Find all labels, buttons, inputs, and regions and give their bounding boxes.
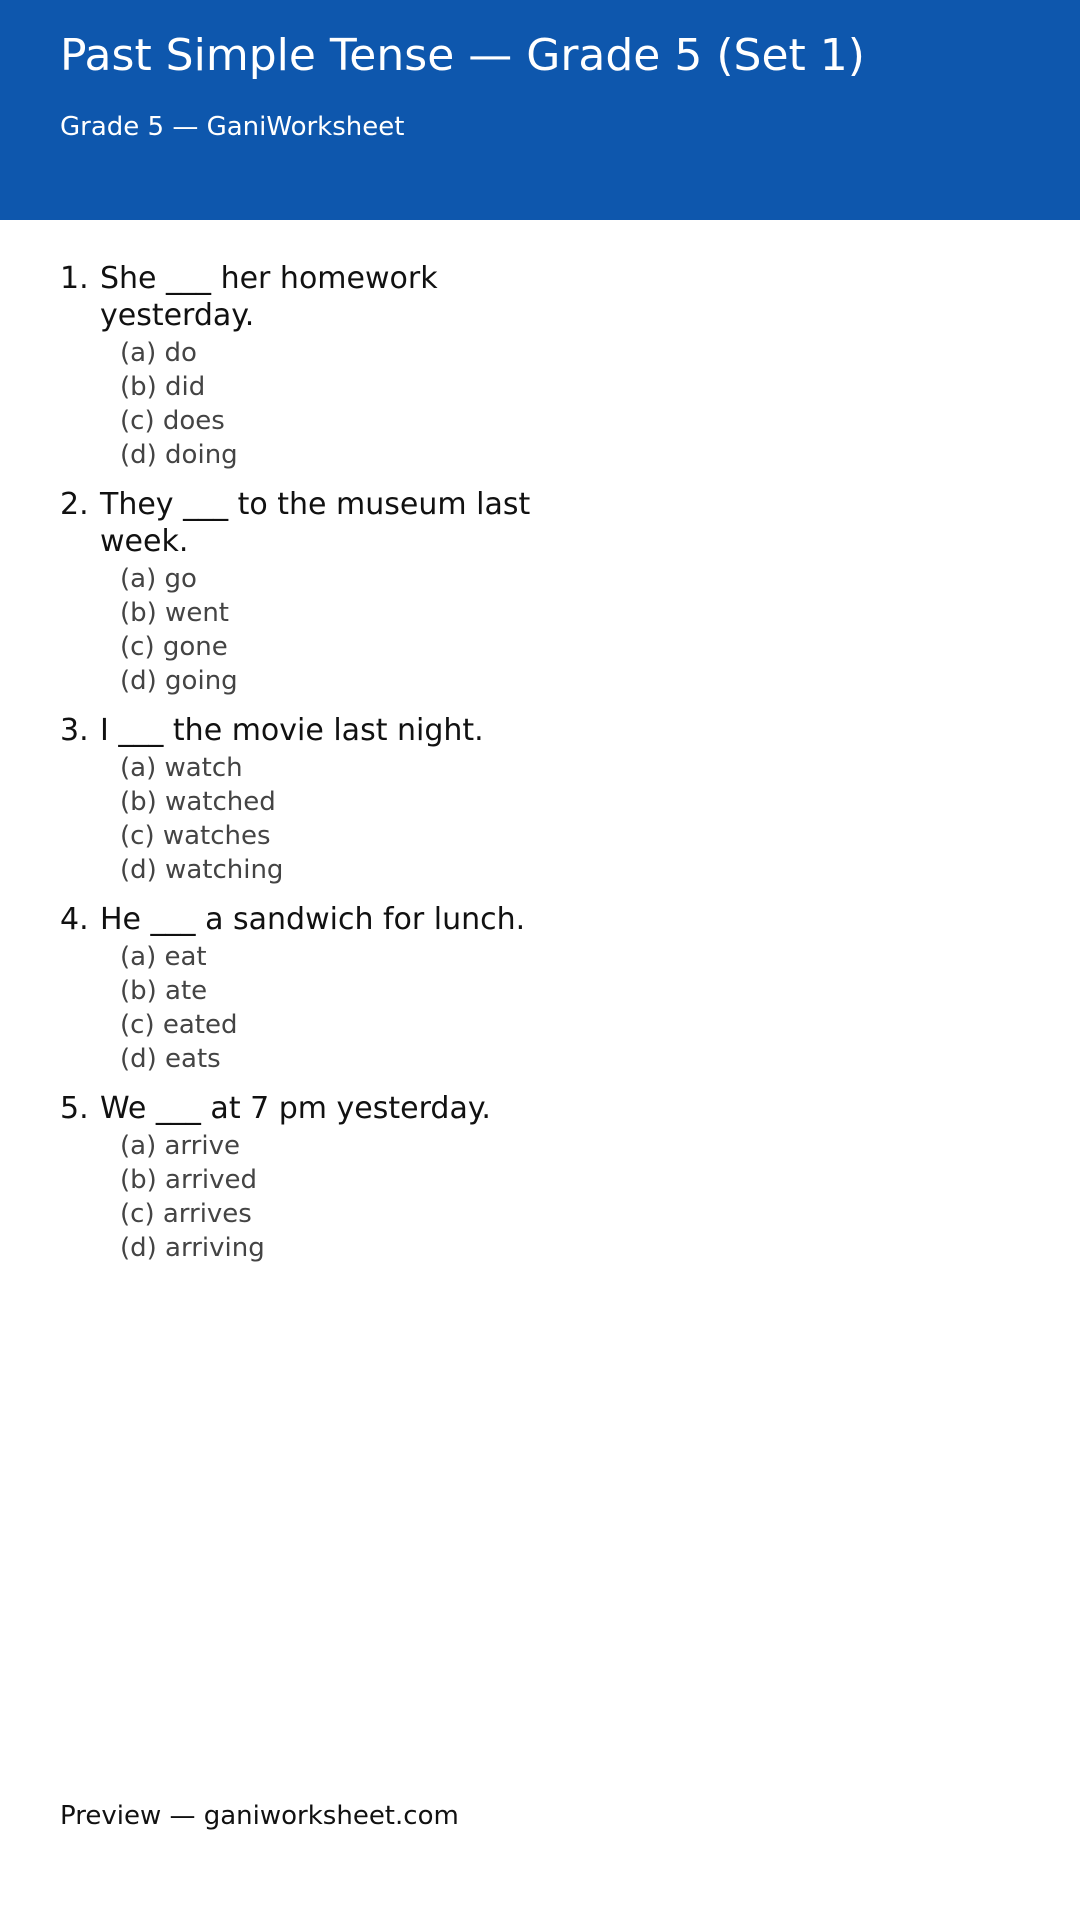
question-number: 2. bbox=[60, 487, 89, 522]
question-list bbox=[60, 260, 1020, 1279]
worksheet-header bbox=[0, 0, 1080, 220]
option-a: (a) arrive bbox=[120, 1131, 240, 1161]
option-a: (a) eat bbox=[120, 942, 207, 972]
question-number: 4. bbox=[60, 902, 89, 937]
option-d: (d) doing bbox=[120, 440, 238, 470]
option-list bbox=[60, 751, 1020, 887]
question-text: I ___ the movie last night. bbox=[100, 713, 484, 748]
option-c: (c) watches bbox=[120, 821, 271, 851]
option-b: (b) watched bbox=[120, 787, 276, 817]
question-text-row bbox=[60, 901, 1020, 938]
question-1 bbox=[60, 260, 1020, 472]
question-text-row bbox=[60, 1090, 1020, 1127]
option-a: (a) watch bbox=[120, 753, 243, 783]
option-c: (c) gone bbox=[120, 632, 228, 662]
question-text-row bbox=[60, 486, 1020, 560]
option-c: (c) eated bbox=[120, 1010, 238, 1040]
option-d: (d) eats bbox=[120, 1044, 221, 1074]
worksheet-subtitle: Grade 5 — GaniWorksheet bbox=[60, 112, 405, 142]
question-number: 1. bbox=[60, 261, 89, 296]
question-text: They ___ to the museum last week. bbox=[100, 487, 531, 559]
question-number: 3. bbox=[60, 713, 89, 748]
option-d: (d) arriving bbox=[120, 1233, 265, 1263]
question-4 bbox=[60, 901, 1020, 1076]
option-a: (a) go bbox=[120, 564, 197, 594]
question-text-row bbox=[60, 712, 1020, 749]
preview-footer: Preview — ganiworksheet.com bbox=[60, 1801, 459, 1831]
option-c: (c) arrives bbox=[120, 1199, 252, 1229]
option-b: (b) went bbox=[120, 598, 229, 628]
option-b: (b) did bbox=[120, 372, 206, 402]
option-a: (a) do bbox=[120, 338, 197, 368]
option-d: (d) going bbox=[120, 666, 238, 696]
option-d: (d) watching bbox=[120, 855, 284, 885]
question-number: 5. bbox=[60, 1091, 89, 1126]
option-c: (c) does bbox=[120, 406, 225, 436]
option-list bbox=[60, 1129, 1020, 1265]
question-text: We ___ at 7 pm yesterday. bbox=[100, 1091, 491, 1126]
question-text: He ___ a sandwich for lunch. bbox=[100, 902, 526, 937]
question-5 bbox=[60, 1090, 1020, 1265]
option-b: (b) ate bbox=[120, 976, 208, 1006]
option-list bbox=[60, 336, 1020, 472]
question-text-row bbox=[60, 260, 1020, 334]
question-text: She ___ her homework yesterday. bbox=[100, 261, 438, 333]
option-list bbox=[60, 562, 1020, 698]
option-b: (b) arrived bbox=[120, 1165, 258, 1195]
question-3 bbox=[60, 712, 1020, 887]
worksheet-title: Past Simple Tense — Grade 5 (Set 1) bbox=[60, 30, 865, 81]
option-list bbox=[60, 940, 1020, 1076]
question-2 bbox=[60, 486, 1020, 698]
